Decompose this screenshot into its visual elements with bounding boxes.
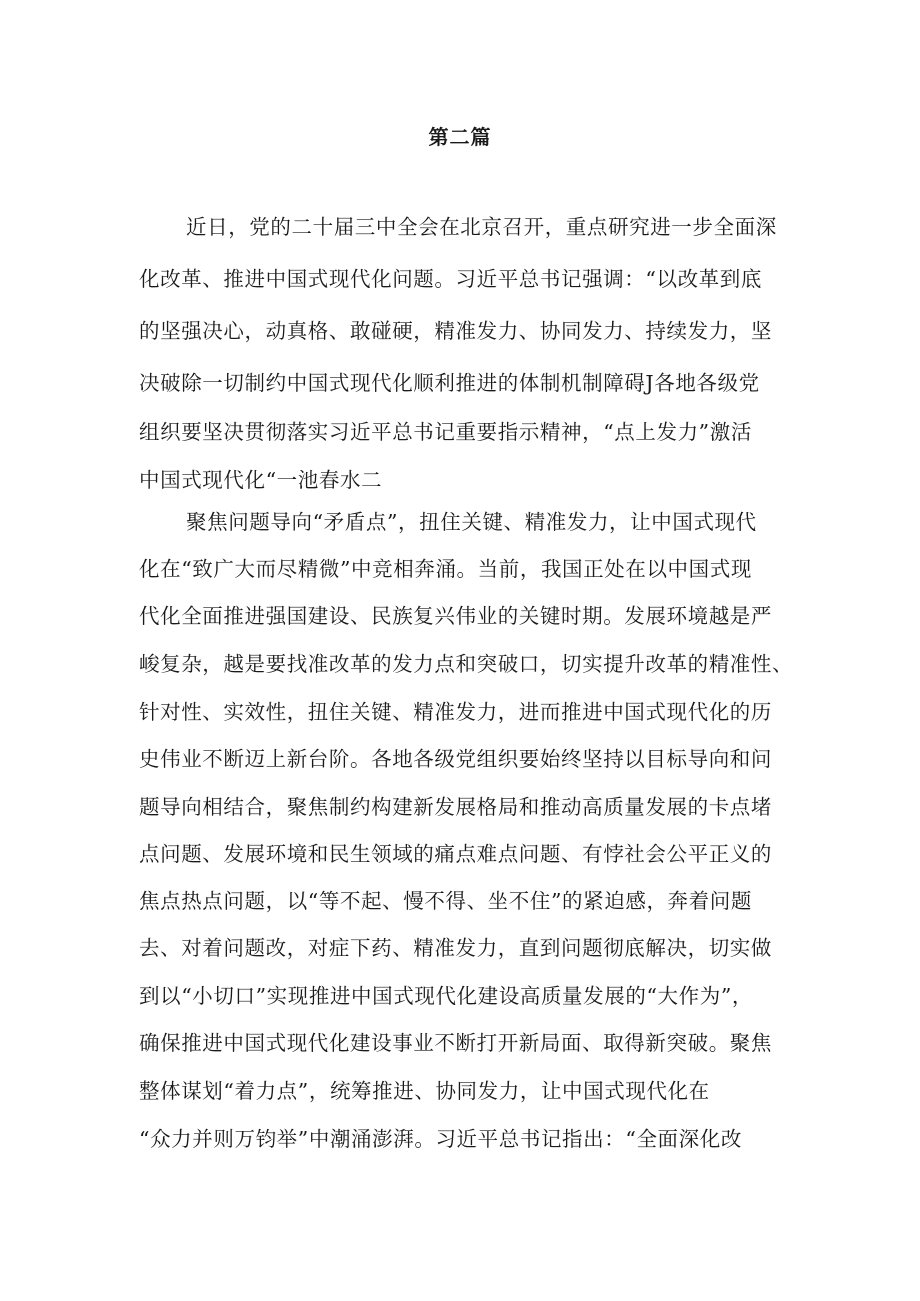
paragraph-2-line-7: 题导向相结合，聚焦制约构建新发展格局和推动高质量发展的卡点堵 <box>139 795 772 819</box>
paragraph-1-line-5: 组织要坚决贯彻落实习近平总书记重要指示精神，“点上发力”激活 <box>139 420 752 444</box>
document-title: 第二篇 <box>428 125 492 149</box>
paragraph-2-line-11: 到以“小切口”实现推进中国式现代化建设高质量发展的“大作为”， <box>139 984 754 1008</box>
paragraph-2-line-6: 史伟业不断迈上新台阶。各地各级党组织要始终坚持以目标导向和问 <box>139 747 772 771</box>
paragraph-2-line-9: 焦点热点问题，以“等不起、慢不得、坐不住”的紧迫感，奔着问题 <box>139 889 752 913</box>
paragraph-1-line-2: 化改革、推进中国式现代化问题。习近平总书记强调：“以改革到底 <box>139 267 762 291</box>
paragraph-2-line-3: 代化全面推进强国建设、民族复兴伟业的关键时期。发展环境越是严 <box>139 604 772 628</box>
paragraph-2-line-2: 化在“致广大而尽精微”中竞相奔涌。当前，我国正处在以中国式现 <box>139 557 752 581</box>
paragraph-2-line-14: “众力并则万钧举”中潮涌澎湃。习近平总书记指出：“全面深化改 <box>139 1127 742 1151</box>
paragraph-1-line-4: 决破除一切制约中国式现代化顺利推进的体制机制障碍J各地各级党 <box>139 371 760 395</box>
paragraph-1-line-1: 近日，党的二十届三中全会在北京召开，重点研究进一步全面深 <box>186 215 777 239</box>
paragraph-2-line-13: 整体谋划“着力点”，统筹推进、协同发力，让中国式现代化在 <box>139 1079 710 1103</box>
paragraph-2-line-8: 点问题、发展环境和民生领域的痛点难点问题、有悖社会公平正义的 <box>139 842 772 866</box>
paragraph-2-line-1: 聚焦问题导向“矛盾点”，扭住关键、精准发力，让中国式现代 <box>186 510 757 534</box>
paragraph-2-line-12: 确保推进中国式现代化建设事业不断打开新局面、取得新突破。聚焦 <box>139 1031 772 1055</box>
paragraph-2-line-4: 峻复杂，越是要找准改革的发力点和突破口，切实提升改革的精准性、 <box>139 652 794 676</box>
paragraph-1-line-6: 中国式现代化“一池春水二 <box>139 468 383 492</box>
paragraph-2-line-10: 去、对着问题改，对症下药、精准发力，直到问题彻底解决，切实做 <box>139 936 772 960</box>
paragraph-1-line-3: 的坚强决心，动真格、敢碰硬，精准发力、协同发力、持续发力，坚 <box>139 319 772 343</box>
paragraph-2-line-5: 针对性、实效性，扭住关键、精准发力，进而推进中国式现代化的历 <box>139 700 772 724</box>
